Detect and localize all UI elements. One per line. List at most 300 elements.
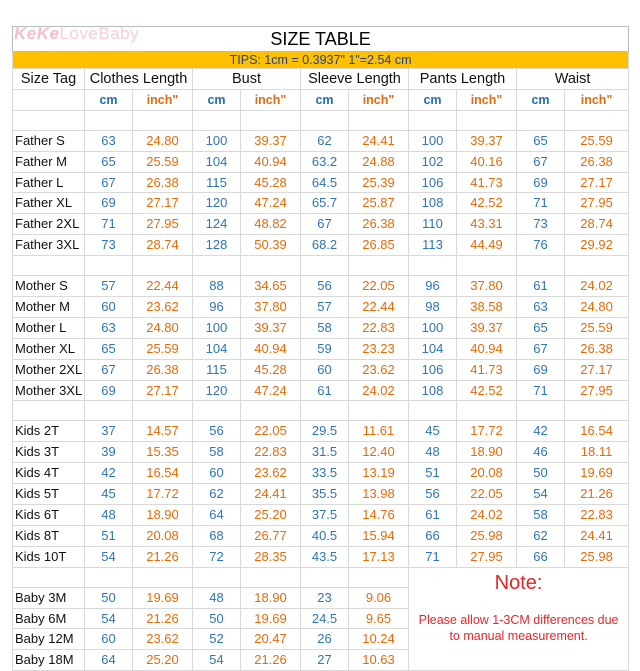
inch-value-cell: 9.65 (349, 608, 409, 629)
header-sleeve-length: Sleeve Length (301, 69, 409, 90)
inch-value-cell: 26.38 (565, 338, 629, 359)
size-tag-cell: Mother XL (13, 338, 85, 359)
cm-value-cell: 52 (193, 629, 241, 650)
cm-value-cell: 67 (517, 338, 565, 359)
inch-value-cell: 21.26 (133, 608, 193, 629)
cm-value-cell: 61 (517, 276, 565, 297)
cm-value-cell: 104 (193, 338, 241, 359)
separator-row (13, 256, 629, 276)
inch-value-cell: 22.44 (133, 276, 193, 297)
inch-value-cell: 28.35 (241, 546, 301, 567)
inch-value-cell: 10.24 (349, 629, 409, 650)
blank-cell (133, 110, 193, 130)
cm-value-cell: 100 (409, 130, 457, 151)
cm-value-cell: 51 (409, 463, 457, 484)
cm-value-cell: 46 (517, 442, 565, 463)
cm-value-cell: 110 (409, 214, 457, 235)
blank-cell (457, 401, 517, 421)
cm-value-cell: 65.7 (301, 193, 349, 214)
inch-value-cell: 39.37 (241, 130, 301, 151)
table-row (13, 463, 629, 484)
cm-value-cell: 54 (517, 484, 565, 505)
size-tag-cell: Baby 6M (13, 608, 85, 629)
cm-value-cell: 29.5 (301, 421, 349, 442)
inch-value-cell: 22.05 (241, 421, 301, 442)
note-title: Note: (494, 571, 543, 594)
cm-value-cell: 71 (409, 546, 457, 567)
header-size-tag: Size Tag (13, 69, 85, 90)
size-tag-cell: Kids 6T (13, 505, 85, 526)
cm-value-cell: 58 (517, 505, 565, 526)
blank-cell (301, 110, 349, 130)
cm-value-cell: 50 (85, 587, 133, 608)
inch-value-cell: 25.39 (349, 172, 409, 193)
unit-inch-label: inch" (565, 89, 629, 110)
inch-value-cell: 23.62 (241, 463, 301, 484)
cm-value-cell: 104 (193, 151, 241, 172)
cm-value-cell: 48 (193, 587, 241, 608)
inch-value-cell: 24.02 (457, 505, 517, 526)
unit-cm-label: cm (409, 89, 457, 110)
cm-value-cell: 60 (85, 629, 133, 650)
cm-value-cell: 57 (301, 297, 349, 318)
table-row (13, 297, 629, 318)
cm-value-cell: 54 (85, 608, 133, 629)
inch-value-cell: 27.17 (133, 193, 193, 214)
size-tag-cell: Baby 18M (13, 650, 85, 671)
cm-value-cell: 102 (409, 151, 457, 172)
cm-value-cell: 61 (409, 505, 457, 526)
size-tag-cell: Kids 5T (13, 484, 85, 505)
inch-value-cell: 25.20 (241, 505, 301, 526)
table-row (13, 317, 629, 338)
cm-value-cell: 72 (193, 546, 241, 567)
cm-value-cell: 43.5 (301, 546, 349, 567)
cm-value-cell: 37.5 (301, 505, 349, 526)
inch-value-cell: 26.77 (241, 525, 301, 546)
inch-value-cell: 24.02 (349, 380, 409, 401)
cm-value-cell: 48 (85, 505, 133, 526)
cm-value-cell: 31.5 (301, 442, 349, 463)
cm-value-cell: 40.5 (301, 525, 349, 546)
inch-value-cell: 14.76 (349, 505, 409, 526)
cm-value-cell: 69 (517, 359, 565, 380)
cm-value-cell: 104 (409, 338, 457, 359)
inch-value-cell: 41.73 (457, 172, 517, 193)
unit-inch-label: inch" (349, 89, 409, 110)
cm-value-cell: 67 (85, 359, 133, 380)
cm-value-cell: 58 (193, 442, 241, 463)
cm-value-cell: 73 (517, 214, 565, 235)
inch-value-cell: 21.26 (565, 484, 629, 505)
cm-value-cell: 115 (193, 172, 241, 193)
cm-value-cell: 39 (85, 442, 133, 463)
size-tag-cell: Father XL (13, 193, 85, 214)
inch-value-cell: 25.98 (565, 546, 629, 567)
inch-value-cell: 47.24 (241, 193, 301, 214)
cm-value-cell: 71 (517, 380, 565, 401)
cm-value-cell: 59 (301, 338, 349, 359)
unit-cm-label: cm (301, 89, 349, 110)
blank-cell (349, 401, 409, 421)
blank-cell (193, 110, 241, 130)
inch-value-cell: 24.41 (349, 130, 409, 151)
size-tag-cell: Kids 3T (13, 442, 85, 463)
cm-value-cell: 98 (409, 297, 457, 318)
size-tag-cell: Mother M (13, 297, 85, 318)
unit-inch-label: inch" (241, 89, 301, 110)
size-table-container (12, 26, 628, 671)
inch-value-cell: 48.82 (241, 214, 301, 235)
inch-value-cell: 22.44 (349, 297, 409, 318)
inch-value-cell: 26.38 (133, 359, 193, 380)
cm-value-cell: 58 (301, 317, 349, 338)
cm-value-cell: 88 (193, 276, 241, 297)
separator-row (13, 110, 629, 130)
cm-value-cell: 64.5 (301, 172, 349, 193)
header-row (13, 69, 629, 90)
size-tag-cell: Kids 2T (13, 421, 85, 442)
inch-value-cell: 27.95 (133, 214, 193, 235)
cm-value-cell: 113 (409, 235, 457, 256)
table-row (13, 505, 629, 526)
inch-value-cell: 25.59 (565, 130, 629, 151)
inch-value-cell: 14.57 (133, 421, 193, 442)
inch-value-cell: 24.80 (133, 130, 193, 151)
cm-value-cell: 35.5 (301, 484, 349, 505)
cm-value-cell: 42 (517, 421, 565, 442)
cm-value-cell: 128 (193, 235, 241, 256)
cm-value-cell: 69 (517, 172, 565, 193)
cm-value-cell: 64 (85, 650, 133, 671)
inch-value-cell: 25.87 (349, 193, 409, 214)
cm-value-cell: 51 (85, 525, 133, 546)
cm-value-cell: 56 (409, 484, 457, 505)
blank-cell (85, 110, 133, 130)
cm-value-cell: 108 (409, 380, 457, 401)
inch-value-cell: 15.94 (349, 525, 409, 546)
size-tag-cell: Father 2XL (13, 214, 85, 235)
cm-value-cell: 50 (193, 608, 241, 629)
inch-value-cell: 28.74 (133, 235, 193, 256)
inch-value-cell: 25.59 (133, 338, 193, 359)
inch-value-cell: 19.69 (565, 463, 629, 484)
inch-value-cell: 22.83 (349, 317, 409, 338)
blank-cell (457, 256, 517, 276)
cm-value-cell: 33.5 (301, 463, 349, 484)
cm-value-cell: 60 (301, 359, 349, 380)
size-tag-cell: Mother 2XL (13, 359, 85, 380)
blank-cell (85, 256, 133, 276)
cm-value-cell: 48 (409, 442, 457, 463)
inch-value-cell: 23.62 (133, 297, 193, 318)
inch-value-cell: 23.23 (349, 338, 409, 359)
blank-cell (349, 256, 409, 276)
cm-value-cell: 120 (193, 380, 241, 401)
size-tag-cell: Baby 12M (13, 629, 85, 650)
cm-value-cell: 76 (517, 235, 565, 256)
inch-value-cell: 25.59 (133, 151, 193, 172)
inch-value-cell: 23.62 (349, 359, 409, 380)
inch-value-cell: 16.54 (565, 421, 629, 442)
blank-cell (241, 401, 301, 421)
cm-value-cell: 106 (409, 172, 457, 193)
cm-value-cell: 62 (517, 525, 565, 546)
inch-value-cell: 24.41 (565, 525, 629, 546)
inch-value-cell: 29.92 (565, 235, 629, 256)
inch-value-cell: 24.88 (349, 151, 409, 172)
inch-value-cell: 20.47 (241, 629, 301, 650)
blank-cell (409, 401, 457, 421)
inch-value-cell: 26.38 (349, 214, 409, 235)
blank-cell (517, 256, 565, 276)
cm-value-cell: 42 (85, 463, 133, 484)
cm-value-cell: 54 (85, 546, 133, 567)
blank-cell (565, 110, 629, 130)
blank-cell (241, 110, 301, 130)
inch-value-cell: 12.40 (349, 442, 409, 463)
cm-value-cell: 100 (193, 317, 241, 338)
header-waist: Waist (517, 69, 629, 90)
unit-row (13, 89, 629, 110)
cm-value-cell: 65 (85, 151, 133, 172)
inch-value-cell: 18.90 (133, 505, 193, 526)
inch-value-cell: 27.95 (565, 193, 629, 214)
size-tag-cell: Father S (13, 130, 85, 151)
size-tag-cell: Kids 10T (13, 546, 85, 567)
inch-value-cell: 13.98 (349, 484, 409, 505)
inch-value-cell: 21.26 (133, 546, 193, 567)
inch-value-cell: 11.61 (349, 421, 409, 442)
inch-value-cell: 37.80 (241, 297, 301, 318)
blank-cell (133, 256, 193, 276)
cm-value-cell: 71 (517, 193, 565, 214)
cm-value-cell: 69 (85, 193, 133, 214)
cm-value-cell: 63 (85, 317, 133, 338)
cm-value-cell: 60 (193, 463, 241, 484)
table-row (13, 421, 629, 442)
inch-value-cell: 22.83 (565, 505, 629, 526)
blank-cell (301, 256, 349, 276)
cm-value-cell: 69 (85, 380, 133, 401)
header-clothes-length: Clothes Length (85, 69, 193, 90)
blank-cell (193, 567, 241, 587)
brand-logo: KeKeLoveBaby (14, 24, 140, 43)
note-text: Please allow 1-3CM differences due to manual measurement. (418, 612, 619, 643)
inch-value-cell: 17.13 (349, 546, 409, 567)
cm-value-cell: 63 (85, 130, 133, 151)
table-row (13, 235, 629, 256)
inch-value-cell: 34.65 (241, 276, 301, 297)
inch-value-cell: 45.28 (241, 359, 301, 380)
size-tag-cell: Kids 8T (13, 525, 85, 546)
blank-cell (13, 256, 85, 276)
separator-row (13, 567, 629, 587)
cm-value-cell: 68 (193, 525, 241, 546)
table-row (13, 193, 629, 214)
cm-value-cell: 67 (301, 214, 349, 235)
inch-value-cell: 16.54 (133, 463, 193, 484)
inch-value-cell: 43.31 (457, 214, 517, 235)
inch-value-cell: 25.98 (457, 525, 517, 546)
inch-value-cell: 39.37 (457, 317, 517, 338)
blank-cell (517, 110, 565, 130)
inch-value-cell: 47.24 (241, 380, 301, 401)
inch-value-cell: 17.72 (457, 421, 517, 442)
cm-value-cell: 96 (409, 276, 457, 297)
cm-value-cell: 63.2 (301, 151, 349, 172)
cm-value-cell: 67 (517, 151, 565, 172)
cm-value-cell: 50 (517, 463, 565, 484)
inch-value-cell: 23.62 (133, 629, 193, 650)
table-row (13, 130, 629, 151)
table-row (13, 484, 629, 505)
blank-cell (301, 567, 349, 587)
inch-value-cell: 39.37 (241, 317, 301, 338)
cm-value-cell: 54 (193, 650, 241, 671)
inch-value-cell: 18.90 (241, 587, 301, 608)
cm-value-cell: 66 (517, 546, 565, 567)
size-table (12, 26, 629, 671)
blank-cell (301, 401, 349, 421)
inch-value-cell: 27.17 (133, 380, 193, 401)
inch-value-cell: 27.95 (457, 546, 517, 567)
inch-value-cell: 9.06 (349, 587, 409, 608)
unit-cm-label: cm (193, 89, 241, 110)
inch-value-cell: 24.80 (133, 317, 193, 338)
inch-value-cell: 40.16 (457, 151, 517, 172)
inch-value-cell: 42.52 (457, 193, 517, 214)
inch-value-cell: 26.38 (133, 172, 193, 193)
inch-value-cell: 26.38 (565, 151, 629, 172)
size-tag-cell: Kids 4T (13, 463, 85, 484)
inch-value-cell: 50.39 (241, 235, 301, 256)
table-row (13, 546, 629, 567)
inch-value-cell: 22.05 (457, 484, 517, 505)
header-pants-length: Pants Length (409, 69, 517, 90)
cm-value-cell: 62 (301, 130, 349, 151)
unit-blank (13, 89, 85, 110)
blank-cell (517, 401, 565, 421)
inch-value-cell: 22.83 (241, 442, 301, 463)
inch-value-cell: 26.85 (349, 235, 409, 256)
cm-value-cell: 23 (301, 587, 349, 608)
note-box (409, 567, 629, 671)
blank-cell (349, 567, 409, 587)
blank-cell (409, 110, 457, 130)
cm-value-cell: 56 (301, 276, 349, 297)
cm-value-cell: 64 (193, 505, 241, 526)
inch-value-cell: 19.69 (133, 587, 193, 608)
inch-value-cell: 40.94 (241, 338, 301, 359)
unit-cm-label: cm (517, 89, 565, 110)
cm-value-cell: 100 (193, 130, 241, 151)
inch-value-cell: 44.49 (457, 235, 517, 256)
cm-value-cell: 115 (193, 359, 241, 380)
inch-value-cell: 40.94 (241, 151, 301, 172)
cm-value-cell: 73 (85, 235, 133, 256)
blank-cell (409, 256, 457, 276)
table-row (13, 172, 629, 193)
inch-value-cell: 42.52 (457, 380, 517, 401)
separator-row (13, 401, 629, 421)
cm-value-cell: 61 (301, 380, 349, 401)
inch-value-cell: 18.90 (457, 442, 517, 463)
inch-value-cell: 28.74 (565, 214, 629, 235)
blank-cell (13, 401, 85, 421)
inch-value-cell: 40.94 (457, 338, 517, 359)
cm-value-cell: 67 (85, 172, 133, 193)
inch-value-cell: 27.17 (565, 359, 629, 380)
unit-inch-label: inch" (133, 89, 193, 110)
blank-cell (85, 401, 133, 421)
inch-value-cell: 27.17 (565, 172, 629, 193)
size-tag-cell: Mother L (13, 317, 85, 338)
header-bust: Bust (193, 69, 301, 90)
size-tag-cell: Father M (13, 151, 85, 172)
inch-value-cell: 39.37 (457, 130, 517, 151)
unit-cm-label: cm (85, 89, 133, 110)
inch-value-cell: 17.72 (133, 484, 193, 505)
cm-value-cell: 65 (85, 338, 133, 359)
cm-value-cell: 60 (85, 297, 133, 318)
table-row (13, 525, 629, 546)
inch-value-cell: 18.11 (565, 442, 629, 463)
cm-value-cell: 45 (409, 421, 457, 442)
blank-cell (565, 256, 629, 276)
table-row (13, 276, 629, 297)
size-tag-cell: Mother S (13, 276, 85, 297)
cm-value-cell: 27 (301, 650, 349, 671)
cm-value-cell: 45 (85, 484, 133, 505)
inch-value-cell: 24.80 (565, 297, 629, 318)
cm-value-cell: 63 (517, 297, 565, 318)
inch-value-cell: 19.69 (241, 608, 301, 629)
blank-cell (241, 256, 301, 276)
blank-cell (133, 401, 193, 421)
cm-value-cell: 71 (85, 214, 133, 235)
cm-value-cell: 100 (409, 317, 457, 338)
size-tag-cell: Mother 3XL (13, 380, 85, 401)
cm-value-cell: 68.2 (301, 235, 349, 256)
cm-value-cell: 62 (193, 484, 241, 505)
cm-value-cell: 66 (409, 525, 457, 546)
table-row (13, 151, 629, 172)
table-row (13, 359, 629, 380)
inch-value-cell: 24.02 (565, 276, 629, 297)
inch-value-cell: 20.08 (133, 525, 193, 546)
blank-cell (457, 110, 517, 130)
blank-cell (193, 401, 241, 421)
cm-value-cell: 26 (301, 629, 349, 650)
unit-inch-label: inch" (457, 89, 517, 110)
size-tag-cell: Father 3XL (13, 235, 85, 256)
tips-banner: TIPS: 1cm = 0.3937" 1"=2.54 cm (13, 52, 629, 69)
inch-value-cell: 22.05 (349, 276, 409, 297)
inch-value-cell: 37.80 (457, 276, 517, 297)
blank-cell (565, 401, 629, 421)
inch-value-cell: 25.20 (133, 650, 193, 671)
inch-value-cell: 41.73 (457, 359, 517, 380)
inch-value-cell: 15.35 (133, 442, 193, 463)
cm-value-cell: 57 (85, 276, 133, 297)
inch-value-cell: 27.95 (565, 380, 629, 401)
table-title: SIZE TABLE (13, 27, 629, 52)
blank-cell (133, 567, 193, 587)
inch-value-cell: 10.63 (349, 650, 409, 671)
cm-value-cell: 24.5 (301, 608, 349, 629)
table-row (13, 214, 629, 235)
